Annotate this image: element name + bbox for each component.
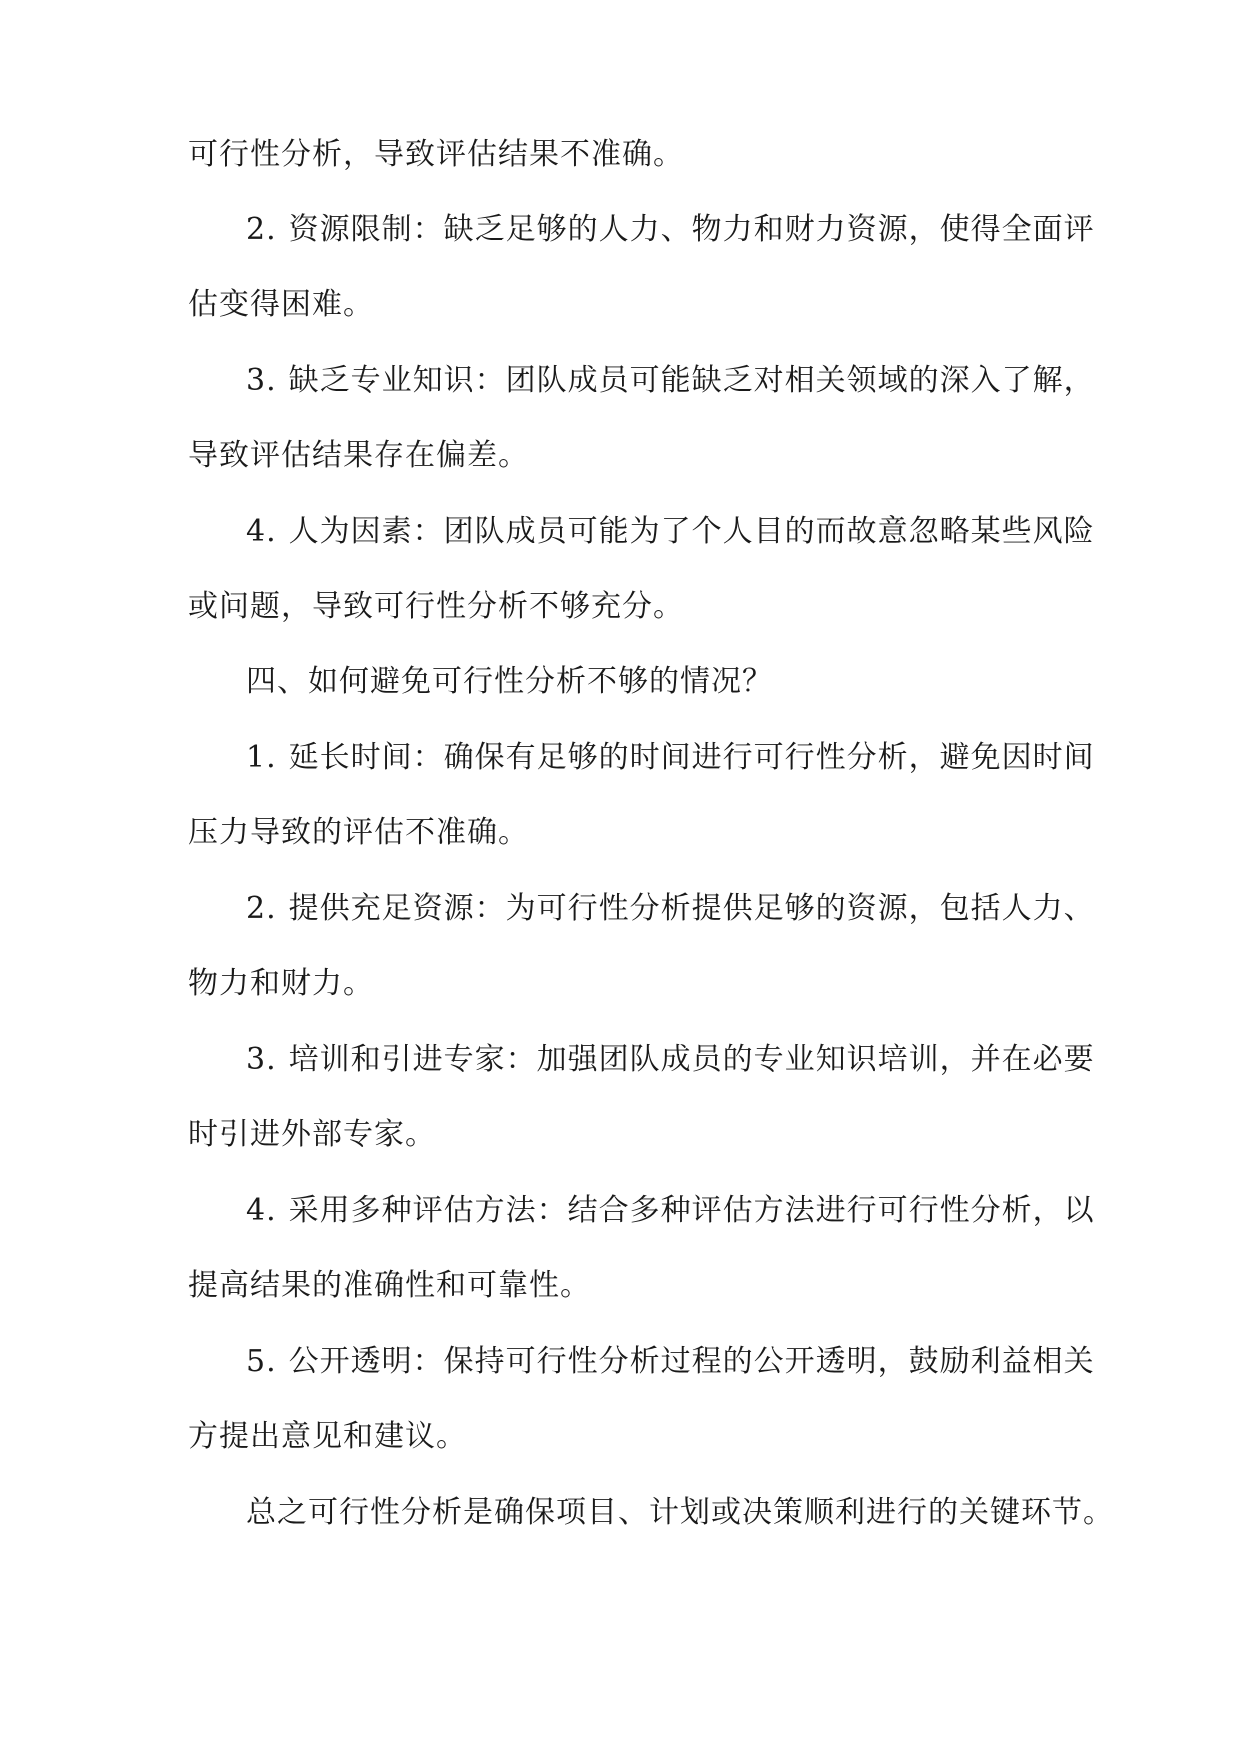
text-line: 提高结果的准确性和可靠性。 <box>188 1268 591 1303</box>
list-item-line: 4. 采用多种评估方法：结合多种评估方法进行可行性分析，以 <box>246 1191 1146 1231</box>
list-number: 4. <box>246 514 277 549</box>
list-item-line: 4. 人为因素：团队成员可能为了个人目的而故意忽略某些风险 <box>246 512 1146 552</box>
text-line: 方提出意见和建议。 <box>188 1419 467 1454</box>
list-number: 1. <box>246 740 277 775</box>
list-item-line: 2. 提供充足资源：为可行性分析提供足够的资源，包括人力、 <box>246 889 1146 929</box>
list-number: 5. <box>246 1344 277 1379</box>
text-line: 物力和财力。 <box>188 966 374 1001</box>
text-line: 或问题，导致可行性分析不够充分。 <box>188 589 684 624</box>
text-line: 估变得困难。 <box>188 287 374 322</box>
conclusion-line: 总之可行性分析是确保项目、计划或决策顺利进行的关键环节。 <box>246 1495 1114 1530</box>
text-line: 可行性分析，导致评估结果不准确。 <box>188 137 684 172</box>
text-line: 导致评估结果存在偏差。 <box>188 438 529 473</box>
list-number: 2. <box>246 212 277 247</box>
list-item-line: 1. 延长时间：确保有足够的时间进行可行性分析，避免因时间 <box>246 738 1146 778</box>
list-item-line: 5. 公开透明：保持可行性分析过程的公开透明，鼓励利益相关 <box>246 1342 1146 1382</box>
list-number: 3. <box>246 363 277 398</box>
list-item-line: 3. 培训和引进专家：加强团队成员的专业知识培训，并在必要 <box>246 1040 1146 1080</box>
text-line: 时引进外部专家。 <box>188 1117 436 1152</box>
list-item-line: 2. 资源限制：缺乏足够的人力、物力和财力资源，使得全面评 <box>246 210 1146 250</box>
list-item-line: 3. 缺乏专业知识：团队成员可能缺乏对相关领域的深入了解， <box>246 361 1146 401</box>
list-number: 4. <box>246 1193 277 1228</box>
list-number: 2. <box>246 891 277 926</box>
section-heading: 四、如何避免可行性分析不够的情况？ <box>246 664 773 699</box>
list-number: 3. <box>246 1042 277 1077</box>
text-line: 压力导致的评估不准确。 <box>188 815 529 850</box>
